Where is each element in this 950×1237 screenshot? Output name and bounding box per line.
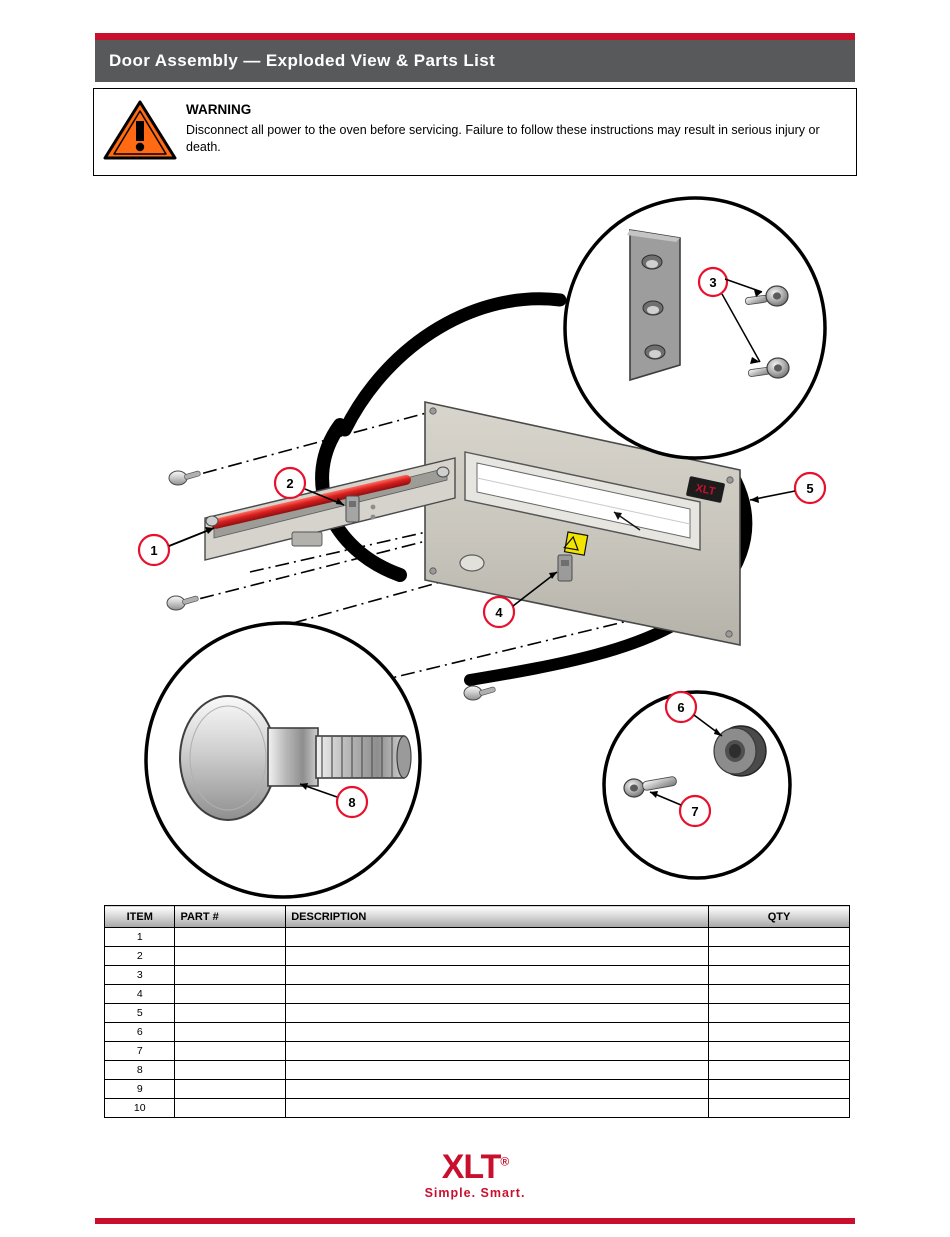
cell-qty (709, 928, 850, 947)
cell-part (175, 1099, 286, 1118)
col-header-part: PART # (175, 906, 286, 928)
cell-item: 4 (105, 985, 175, 1004)
footer-logo (0, 1150, 950, 1200)
table-row (105, 1004, 850, 1023)
col-header-item: ITEM (105, 906, 175, 928)
table-row (105, 1080, 850, 1099)
header-title-bar (95, 40, 855, 82)
callout-4-label: 4 (495, 605, 503, 620)
cell-item: 8 (105, 1061, 175, 1080)
cell-desc (286, 1061, 709, 1080)
cell-qty (709, 1023, 850, 1042)
parts-table-header-row (105, 906, 850, 928)
cell-part (175, 1042, 286, 1061)
warning-box (93, 88, 857, 176)
brand-plate-label: XLT (694, 482, 717, 499)
table-row (105, 1042, 850, 1061)
table-row (105, 947, 850, 966)
cell-item: 1 (105, 928, 175, 947)
cell-desc (286, 966, 709, 985)
table-row (105, 1061, 850, 1080)
cell-item: 2 (105, 947, 175, 966)
xlt-tagline: Simple. Smart. (424, 1186, 526, 1200)
cell-item: 10 (105, 1099, 175, 1118)
cell-desc (286, 947, 709, 966)
callout-8-label: 8 (348, 795, 356, 810)
col-header-description: DESCRIPTION (286, 906, 709, 928)
cell-part (175, 985, 286, 1004)
warning-icon-wrap (94, 89, 186, 161)
xlt-logo-registered: ® (500, 1154, 509, 1169)
parts-table-body (105, 928, 850, 1118)
detail-spacer (714, 726, 766, 776)
table-row (105, 928, 850, 947)
warning-text (186, 89, 856, 156)
cell-qty (709, 966, 850, 985)
cell-qty (709, 1099, 850, 1118)
cell-part (175, 966, 286, 985)
cell-part (175, 947, 286, 966)
warning-body: Disconnect all power to the oven before servicing. Failure to follow these instructions may result in serious injury or death. (186, 123, 820, 155)
header-red-bar (95, 33, 855, 40)
cell-desc (286, 1023, 709, 1042)
cell-desc (286, 928, 709, 947)
cell-qty (709, 1080, 850, 1099)
handle-assembly (205, 458, 455, 560)
callout-1-label: 1 (150, 543, 158, 558)
table-row (105, 985, 850, 1004)
cell-desc (286, 985, 709, 1004)
cell-qty (709, 1004, 850, 1023)
cell-qty (709, 985, 850, 1004)
detail-circle-thumbscrew (146, 623, 420, 897)
col-header-qty: QTY (709, 906, 850, 928)
cell-qty (709, 1061, 850, 1080)
cell-qty (709, 1042, 850, 1061)
table-row (105, 966, 850, 985)
cell-part (175, 1023, 286, 1042)
cell-desc (286, 1004, 709, 1023)
detail-circle-spacer (604, 692, 790, 878)
footer-red-bar (95, 1218, 855, 1224)
cell-part (175, 1061, 286, 1080)
callout-1 (139, 527, 214, 565)
cell-qty (709, 947, 850, 966)
cell-desc (286, 1042, 709, 1061)
table-row (105, 1023, 850, 1042)
callout-3-label: 3 (709, 275, 717, 290)
detail-circle-bracket (565, 198, 825, 458)
cell-part (175, 1004, 286, 1023)
callout-5 (750, 473, 825, 503)
page-title: Door Assembly — Exploded View & Parts List (109, 51, 496, 70)
xlt-logo (0, 1150, 950, 1184)
warning-title: WARNING (186, 102, 252, 117)
cell-desc (286, 1099, 709, 1118)
hazard-label-icon (564, 532, 587, 555)
page-header (95, 33, 855, 82)
cell-item: 5 (105, 1004, 175, 1023)
cell-item: 3 (105, 966, 175, 985)
parts-table (104, 905, 850, 1118)
cell-part (175, 1080, 286, 1099)
warning-triangle-icon (103, 99, 177, 161)
cell-desc (286, 1080, 709, 1099)
cell-item: 9 (105, 1080, 175, 1099)
callout-6-label: 6 (677, 700, 685, 715)
cell-part (175, 928, 286, 947)
table-row (105, 1099, 850, 1118)
assembly-illustration (0, 180, 950, 900)
callout-5-label: 5 (806, 481, 814, 496)
cell-item: 7 (105, 1042, 175, 1061)
callout-2-label: 2 (286, 476, 294, 491)
callout-7-label: 7 (691, 804, 699, 819)
xlt-logo-text: XLT (441, 1148, 501, 1186)
cell-item: 6 (105, 1023, 175, 1042)
